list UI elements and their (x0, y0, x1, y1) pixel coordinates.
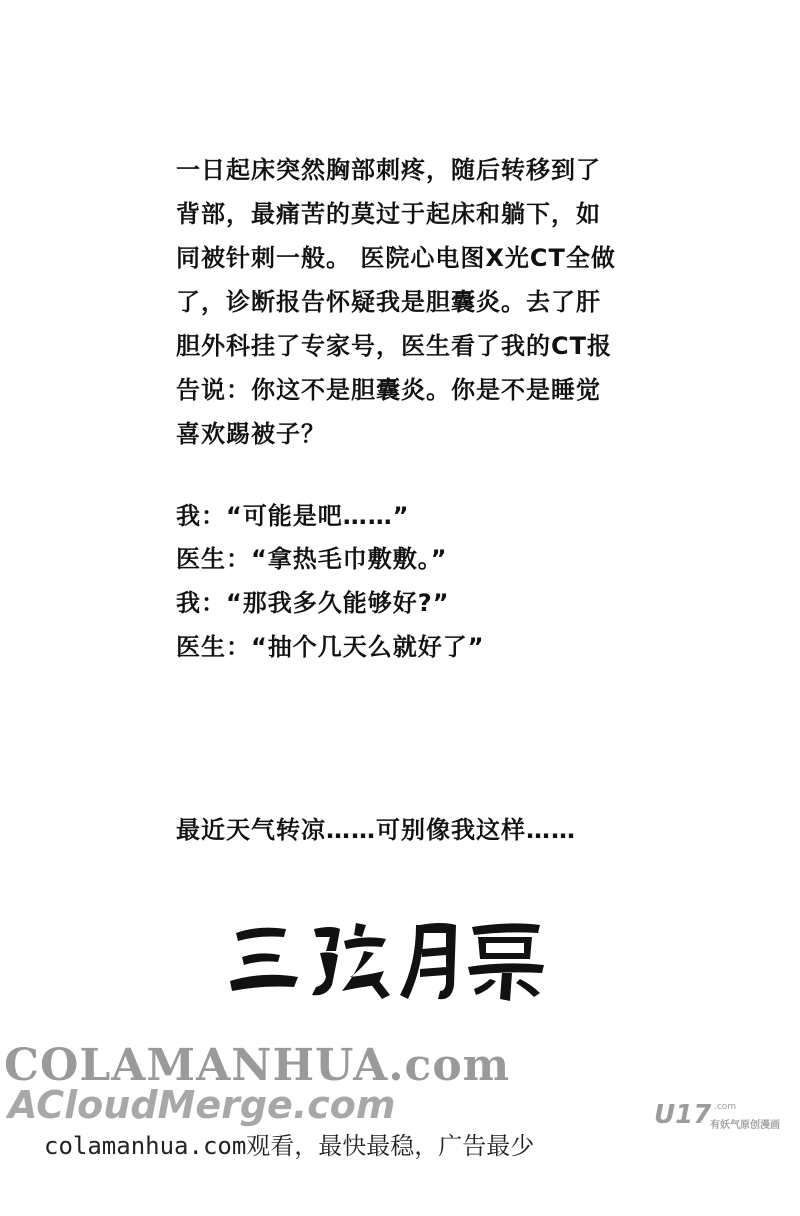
dialogue-line-1: 我：“可能是吧……” (176, 502, 410, 530)
u17-tagline: 有妖气原创漫画 (710, 1120, 780, 1131)
u17-logo (654, 1100, 794, 1136)
story-paragraph: 一日起床突然胸部刺疼，随后转移到了 背部，最痛苦的莫过于起床和躺下，如 同被针刺一般。 医院心电图X光CT全做 了，诊断报告怀疑我是胆囊炎。去了肝 胆外科挂了专家号，医生看了我的CT报 告说：你这不是胆囊炎。你是不是睡觉 喜欢踢被子？ (176, 156, 616, 448)
site-notice-text: colamanhua.com观看，最快最稳，广告最少 (44, 1132, 535, 1160)
calligraphy-signature (228, 915, 548, 1005)
closing-line: 最近天气转凉……可别像我这样…… (176, 816, 576, 844)
acloudmerge-watermark: ACloudMerge.com (8, 1083, 396, 1127)
u17-domain-text: .com (714, 1102, 737, 1112)
colamanhua-watermark: COLAMANHUA.com (4, 1040, 511, 1091)
dialogue-line-4: 医生：“抽个几天么就好了” (176, 633, 485, 661)
u17-logo-text: U17 (654, 1100, 712, 1130)
dialogue-line-3: 我：“那我多久能够好?” (176, 589, 450, 617)
dialogue-line-2: 医生：“拿热毛巾敷敷。” (176, 545, 448, 573)
